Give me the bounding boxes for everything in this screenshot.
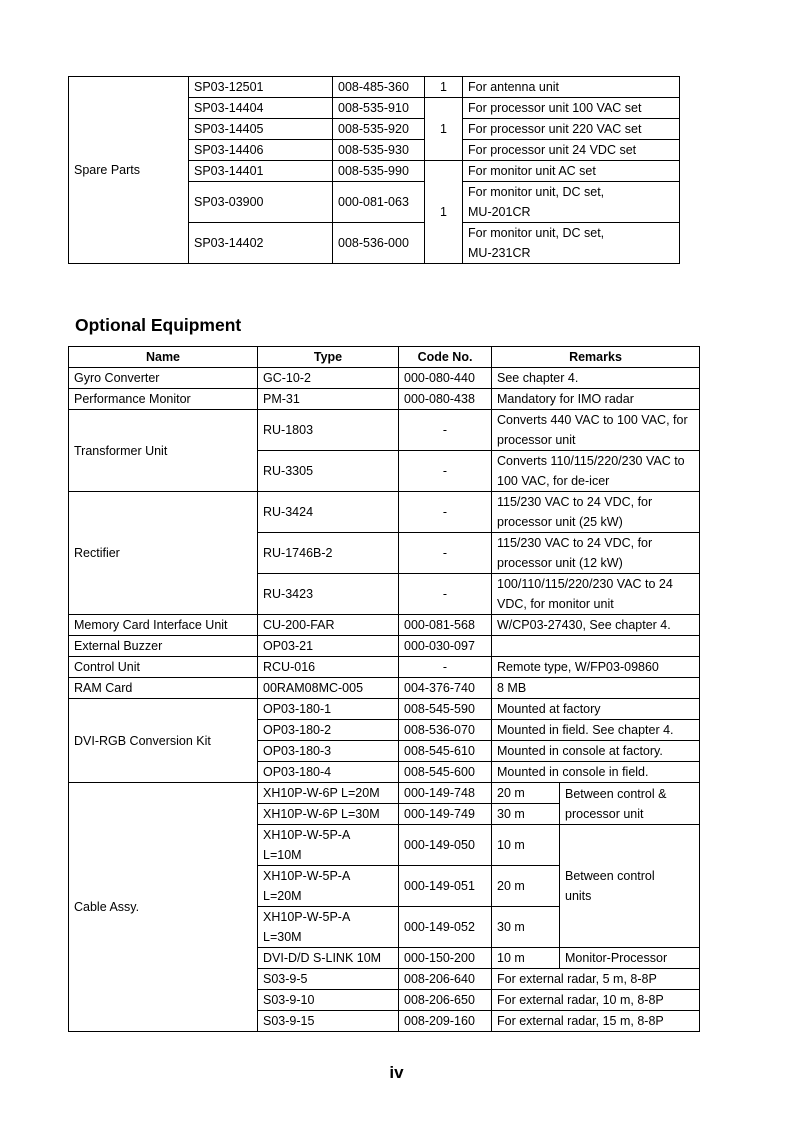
remarks-cell: Mandatory for IMO radar — [492, 389, 700, 410]
remarks-cell: 115/230 VAC to 24 VDC, for processor unit (12 kW) — [492, 533, 700, 574]
code-cell: 008-209-160 — [399, 1011, 492, 1032]
remarks-cell: 100/110/115/220/230 VAC to 24 VDC, for monitor unit — [492, 574, 700, 615]
code-cell: 000-081-063 — [333, 182, 425, 223]
type-cell: OP03-21 — [258, 636, 399, 657]
name-cell: Rectifier — [69, 492, 258, 615]
type-cell: OP03-180-1 — [258, 699, 399, 720]
remarks-cell: Remote type, W/FP03-09860 — [492, 657, 700, 678]
type-cell: RU-3305 — [258, 451, 399, 492]
qty-cell: 1 — [425, 98, 463, 161]
type-cell: OP03-180-2 — [258, 720, 399, 741]
length-cell: 30 m — [492, 907, 560, 948]
name-cell: DVI-RGB Conversion Kit — [69, 699, 258, 783]
spare-parts-table — [68, 76, 680, 264]
type-cell: RU-3423 — [258, 574, 399, 615]
name-cell: Memory Card Interface Unit — [69, 615, 258, 636]
name-cell: Cable Assy. — [69, 783, 258, 1032]
length-cell: 30 m — [492, 804, 560, 825]
table-row — [69, 636, 700, 657]
code-cell: 000-149-051 — [399, 866, 492, 907]
table-row — [69, 615, 700, 636]
code-cell: 000-149-052 — [399, 907, 492, 948]
table-row — [69, 410, 700, 451]
length-cell: 20 m — [492, 783, 560, 804]
remarks-cell: For monitor unit, DC set, MU-201CR — [463, 182, 680, 223]
type-cell: XH10P-W-6P L=30M — [258, 804, 399, 825]
type-cell: OP03-180-4 — [258, 762, 399, 783]
column-header-name: Name — [69, 347, 258, 368]
code-cell: 008-536-000 — [333, 223, 425, 264]
table-row — [69, 678, 700, 699]
category-cell: Spare Parts — [69, 77, 189, 264]
type-cell: SP03-14406 — [189, 140, 333, 161]
code-cell: - — [399, 574, 492, 615]
code-cell: 008-545-610 — [399, 741, 492, 762]
column-header-type: Type — [258, 347, 399, 368]
code-cell: 004-376-740 — [399, 678, 492, 699]
type-cell: SP03-14405 — [189, 119, 333, 140]
remarks-cell: W/CP03-27430, See chapter 4. — [492, 615, 700, 636]
remarks-cell: Mounted in console in field. — [492, 762, 700, 783]
table-row — [69, 783, 700, 804]
code-cell: - — [399, 451, 492, 492]
type-cell: PM-31 — [258, 389, 399, 410]
type-cell: SP03-14401 — [189, 161, 333, 182]
code-cell: 008-545-600 — [399, 762, 492, 783]
code-cell: 000-149-748 — [399, 783, 492, 804]
remarks-cell: For antenna unit — [463, 77, 680, 98]
length-cell: 10 m — [492, 948, 560, 969]
code-cell: 000-030-097 — [399, 636, 492, 657]
type-cell: SP03-12501 — [189, 77, 333, 98]
type-cell: S03-9-5 — [258, 969, 399, 990]
remarks-cell: For external radar, 5 m, 8-8P — [492, 969, 700, 990]
code-cell: 000-081-568 — [399, 615, 492, 636]
type-cell: 00RAM08MC-005 — [258, 678, 399, 699]
code-cell: - — [399, 492, 492, 533]
section-title: Optional Equipment — [75, 315, 242, 335]
type-cell: GC-10-2 — [258, 368, 399, 389]
remarks-cell: For processor unit 24 VDC set — [463, 140, 680, 161]
table-row — [69, 657, 700, 678]
name-cell: RAM Card — [69, 678, 258, 699]
remarks-cell: 115/230 VAC to 24 VDC, for processor unit (25 kW) — [492, 492, 700, 533]
code-cell: 008-545-590 — [399, 699, 492, 720]
column-header-code: Code No. — [399, 347, 492, 368]
optional-equipment-table — [68, 346, 700, 1032]
remarks-cell: Between control units — [560, 825, 700, 948]
code-cell: 000-080-440 — [399, 368, 492, 389]
type-cell: SP03-14404 — [189, 98, 333, 119]
type-cell: SP03-03900 — [189, 182, 333, 223]
code-cell: 000-149-749 — [399, 804, 492, 825]
code-cell: 008-206-650 — [399, 990, 492, 1011]
remarks-cell: See chapter 4. — [492, 368, 700, 389]
remarks-cell: For monitor unit AC set — [463, 161, 680, 182]
type-cell: XH10P-W-5P-A L=10M — [258, 825, 399, 866]
table-row — [69, 368, 700, 389]
remarks-cell: 8 MB — [492, 678, 700, 699]
code-cell: 008-535-930 — [333, 140, 425, 161]
name-cell: Transformer Unit — [69, 410, 258, 492]
remarks-cell: Converts 110/115/220/230 VAC to 100 VAC, for de-icer — [492, 451, 700, 492]
remarks-cell: Converts 440 VAC to 100 VAC, for processor unit — [492, 410, 700, 451]
remarks-cell — [492, 636, 700, 657]
type-cell: DVI-D/D S-LINK 10M — [258, 948, 399, 969]
remarks-cell: Mounted at factory — [492, 699, 700, 720]
table-header-row — [69, 347, 700, 368]
remarks-cell: For external radar, 15 m, 8-8P — [492, 1011, 700, 1032]
name-cell: Performance Monitor — [69, 389, 258, 410]
remarks-cell: Between control & processor unit — [560, 783, 700, 825]
remarks-cell: For monitor unit, DC set, MU-231CR — [463, 223, 680, 264]
type-cell: XH10P-W-5P-A L=30M — [258, 907, 399, 948]
code-cell: 008-535-990 — [333, 161, 425, 182]
name-cell: Gyro Converter — [69, 368, 258, 389]
code-cell: 008-535-910 — [333, 98, 425, 119]
name-cell: External Buzzer — [69, 636, 258, 657]
type-cell: S03-9-10 — [258, 990, 399, 1011]
type-cell: RU-1803 — [258, 410, 399, 451]
qty-cell: 1 — [425, 161, 463, 264]
table-row — [69, 389, 700, 410]
code-cell: 008-206-640 — [399, 969, 492, 990]
code-cell: 008-535-920 — [333, 119, 425, 140]
remarks-cell: For external radar, 10 m, 8-8P — [492, 990, 700, 1011]
type-cell: XH10P-W-6P L=20M — [258, 783, 399, 804]
type-cell: RCU-016 — [258, 657, 399, 678]
page-number: iv — [389, 1063, 404, 1082]
table-row — [69, 77, 680, 98]
type-cell: SP03-14402 — [189, 223, 333, 264]
remarks-cell: Mounted in field. See chapter 4. — [492, 720, 700, 741]
table-row — [69, 492, 700, 533]
code-cell: - — [399, 533, 492, 574]
code-cell: - — [399, 410, 492, 451]
code-cell: 000-080-438 — [399, 389, 492, 410]
table-row — [69, 699, 700, 720]
code-cell: 000-149-050 — [399, 825, 492, 866]
remarks-cell: Mounted in console at factory. — [492, 741, 700, 762]
name-cell: Control Unit — [69, 657, 258, 678]
remarks-cell: For processor unit 220 VAC set — [463, 119, 680, 140]
type-cell: CU-200-FAR — [258, 615, 399, 636]
type-cell: RU-1746B-2 — [258, 533, 399, 574]
code-cell: - — [399, 657, 492, 678]
remarks-cell: For processor unit 100 VAC set — [463, 98, 680, 119]
type-cell: OP03-180-3 — [258, 741, 399, 762]
remarks-cell: Monitor-Processor — [560, 948, 700, 969]
type-cell: RU-3424 — [258, 492, 399, 533]
column-header-remarks: Remarks — [492, 347, 700, 368]
type-cell: XH10P-W-5P-A L=20M — [258, 866, 399, 907]
code-cell: 000-150-200 — [399, 948, 492, 969]
length-cell: 20 m — [492, 866, 560, 907]
length-cell: 10 m — [492, 825, 560, 866]
type-cell: S03-9-15 — [258, 1011, 399, 1032]
qty-cell: 1 — [425, 77, 463, 98]
code-cell: 008-536-070 — [399, 720, 492, 741]
code-cell: 008-485-360 — [333, 77, 425, 98]
